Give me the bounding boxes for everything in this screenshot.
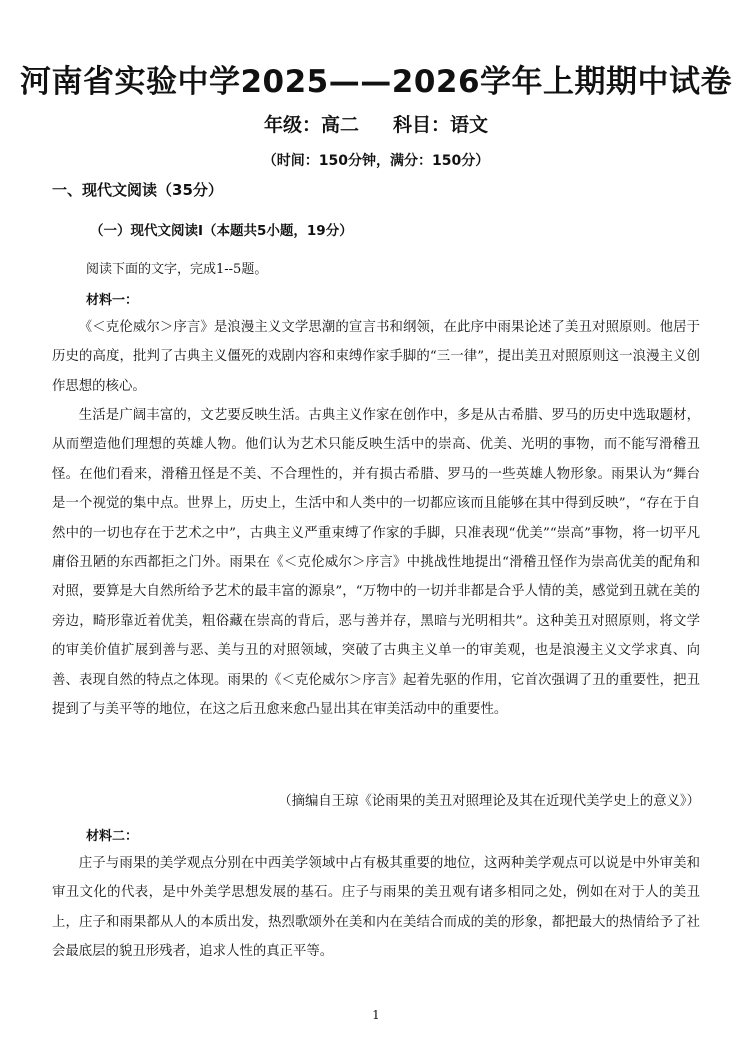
material-two-label: 材料二：: [86, 829, 139, 844]
material-one-paragraph: 《＜克伦威尔＞序言》是浪漫主义文学思潮的宣言书和纲领，在此序中雨果论述了美丑对照原则。他居于历史的高度，批判了古典主义僵死的戏剧内容和束缚作家手脚的“三一律”，提出美丑对照原则这一浪漫主义创作思想的核心。: [52, 320, 700, 394]
sub-section-heading: （一）现代文阅读Ⅰ（本题共5小题，19分）: [90, 223, 353, 239]
exam-title: 河南省实验中学2025——2026学年上期期中试卷: [19, 64, 733, 100]
subject-label: 科目：语文: [393, 114, 489, 136]
material-one-paragraph: 生活是广阔丰富的，文艺要反映生活。古典主义作家在创作中，多是从古希腊、罗马的历史中选取题材，从而塑造他们理想的英雄人物。他们认为艺术只能反映生活中的崇高、优美、光明的事物，而不能写滑稽丑怪。在他们看来，滑稽丑怪是不美、不合理性的，并有损古希腊、罗马的一些英雄人物形象。雨果认为“舞台是一个视觉的集中点。世界上，历史上，生活中和人类中的一切都应该而且能够在其中得到反映”，“存在于自然中的一切也存在于艺术之中”，古典主义严重束缚了作家的手脚，只准表现“优美”“崇高”事物，将一切平凡庸俗丑陋的东西都拒之门外。雨果在《＜克伦威尔＞序言》中挑战性地提出“滑稽丑怪作为崇高优美的配角和对照，要算是大自然所给予艺术的最丰富的源泉”，“万物中的一切并非都是合乎人情的美，感觉到丑就在美的旁边，畸形靠近着优美，粗俗藏在崇高的背后，恶与善并存，黑暗与光明相共”。这种美丑对照原则，将文学的审美价值扩展到善与恶、美与丑的对照领域，突破了古典主义单一的审美观，也是浪漫主义文学求真、向善、表现自然的特点之体现。雨果的《＜克伦威尔＞序言》起着先驱的作用，它首次强调了丑的重要性，把丑提到了与美平等的地位，在这之后丑愈来愈凸显出其在审美活动中的重要性。: [52, 408, 700, 718]
material-one-label: 材料一：: [86, 293, 139, 308]
grade-label: 年级：高二: [263, 114, 359, 136]
page-number: 1: [372, 1008, 380, 1022]
material-one-source: （摘编自王琼《论雨果的美丑对照理论及其在近现代美学史上的意义》）: [278, 794, 700, 809]
material-two-paragraph: 庄子与雨果的美学观点分别在中西美学领域中占有极其重要的地位，这两种美学观点可以说是中外审美和审丑文化的代表，是中外美学思想发展的基石。庄子与雨果的美丑观有诸多相同之处，例如在对于人的美丑上，庄子和雨果都从人的本质出发，热烈歌颂外在美和内在美结合而成的美的形象，都把最大的热情给予了社会最底层的貌丑形残者，追求人性的真正平等。: [52, 856, 700, 960]
reading-instruction: 阅读下面的文字，完成1--5题。: [86, 262, 268, 277]
exam-subtitle: [0, 110, 752, 137]
section-heading: 一、现代文阅读（35分）: [52, 181, 223, 199]
time-score-info: （时间：150分钟，满分：150分）: [262, 153, 490, 169]
